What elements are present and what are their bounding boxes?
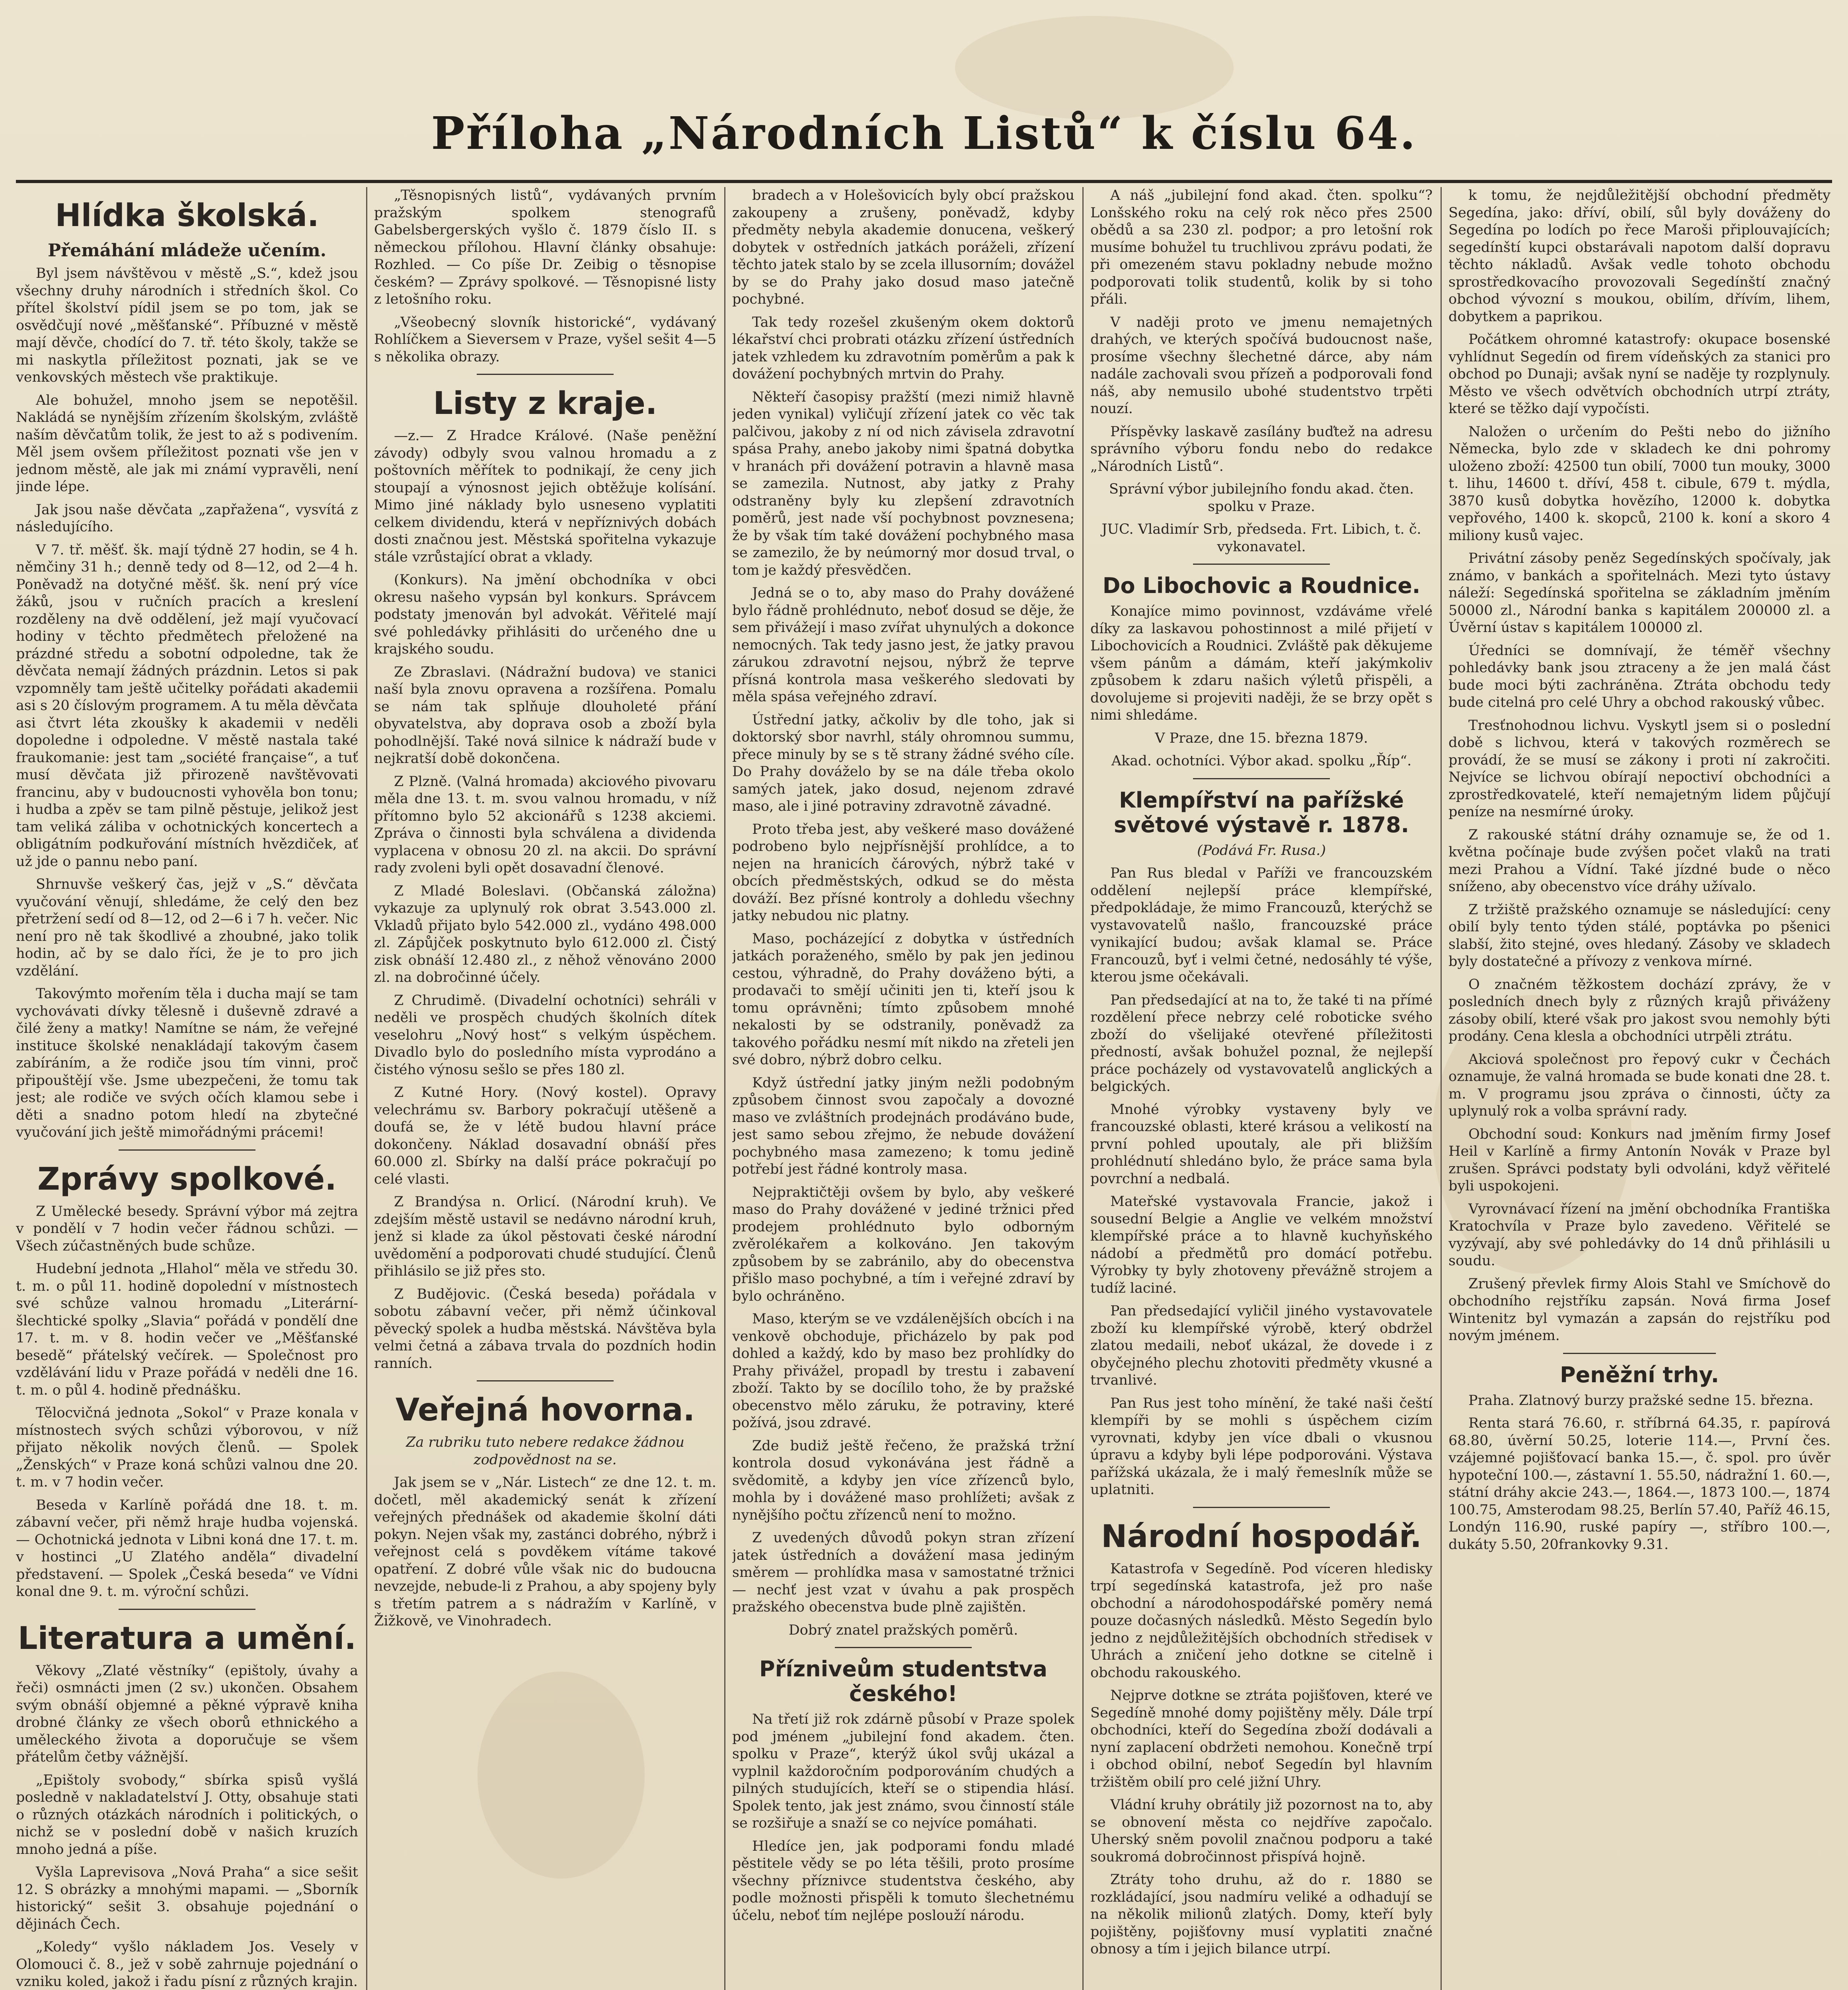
article-paragraph: Zrušený převlek firmy Alois Stahl ve Smíchově do obchodního rejstříku zapsán. Nová firma Josef Wintenitz byl vymazán a zapsán do rejstříku pod novým jménem. (1448, 1276, 1830, 1344)
article-paragraph: Z Brandýsa n. Orlicí. (Národní kruh). Ve zdejším městě ustavil se nedávno národní kruh, jenž si klade za úkol pěstovati české národní uvědomění a podporovati chudé studující. Členů přihlásilo se již přes sto. (374, 1194, 716, 1279)
article-paragraph: Někteří časopisy pražští (mezi nimiž hlavně jeden vynikal) vyličují zřízení jatek co věc tak palčivou, jakoby z ní od nich závisela zdravotní spása Prahy, anebo jakoby nimi špatná dobytka v hranách při dovážení potravin a hlavně masa se zamezila. Nutnost, aby jatky z Prahy odstraněny byly ku zlepšení zdravotních poměrů, jest nade vší pochybnost povznesena; že by však tím také dovážení pochybného masa se zamezilo, že by neúmorný mor dosud trval, o tom je každý přesvědčen. (732, 389, 1074, 578)
column-divider (1082, 187, 1084, 1990)
article-signature: JUC. Vladimír Srb, předseda. Frt. Libich, t. č. vykonavatel. (1101, 521, 1421, 555)
column-divider (366, 187, 367, 1990)
separator (477, 1380, 614, 1381)
article-paragraph: Hudební jednota „Hlahol“ měla ve středu 30. t. m. o půl 11. hodině dopolední v místnostech své schůze valnou hromadu „Literární-šlechtické spolky „Slavia“ pořádá v pondělí dne 17. t. m. v 8. hodin večer ve „Měšťanské besedě“ přátelský večírek. — Společnost pro vzdělávání lidu v Praze pořádá v neděli dne 16. t. m. o půl 4. hodině přednášku. (16, 1261, 358, 1398)
article-paragraph: Ústřední jatky, ačkoliv by dle toho, jak si doktorský sbor navrhl, stály ohromnou summu, přece minuly by se s tě strany žádné svého cíle. Do Prahy dováželo by se na dále třeba okolo samých jatek, jako dosud, nejenom zdravé maso, ale i jiné potraviny zdravotně závadné. (732, 712, 1074, 814)
article-paragraph: Mateřské vystavovala Francie, jakož i sousední Belgie a Anglie ve velkém množství klempířské práce a to hlavně kuchyňského nádobí a předmětů pro domácí potřebu. Výrobky ty byly zhotoveny převážně strojem a tudíž laciné. (1090, 1194, 1433, 1296)
article-paragraph: Hledíce jen, jak podporami fondu mladé pěstitele vědy se po léta těšili, proto prosíme všechny příznivce studentstva českého, aby podle možnosti přispěli k tomuto šlechetnému účelu, neboť tím nejlépe poslouží národu. (732, 1838, 1074, 1924)
article-paragraph: k tomu, že nejdůležitější obchodní předměty Segedína, jako: dříví, obilí, sůl byly dováženy do Segedína po lodích po řece Maroši připlouvajících; segedínští kupci obstarávali napotom další dopravu těchto nákladů. Avšak vedle tohoto obchodu sprostředkovacího provozovali Segedínští značný obchod vývozní s moukou, obilím, dřívím, lihem, dobytkem a paprikou. (1448, 187, 1830, 325)
article-paragraph: Úředníci se domnívají, že téměř všechny pohledávky bank jsou ztraceny a že jen malá část bude moci býti zachráněna. Ztráta obchodu tedy bude citelná pro celé Uhry a obchod rakouský vůbec. (1448, 642, 1830, 710)
article-paragraph: Privátní zásoby peněz Segedínských spočívaly, jak známo, v bankách a spořitelnách. Mezi tyto ústavy náleží: Segedínská spořitelna se základním jměním 50000 zl., Národní banka s kapitálem 200000 zl. a Úvěrní ústav s kapitálem 100000 zl. (1448, 550, 1830, 636)
article-signature: Dobrý znatel pražských poměrů. (788, 1622, 1018, 1638)
separator (1193, 778, 1330, 779)
article-paragraph: Ze Zbraslavi. (Nádražní budova) ve stanici naší byla znovu opravena a rozšířena. Pomalu se nám tak splňuje dlouholeté přání obyvatelstva, aby doprava osob a zboží byla pohodlnější. Také nová silnice k nádraží bude v nejkratší době dokončena. (374, 664, 716, 767)
article-paragraph: Praha. Zlatnový burzy pražské sedne 15. března. (1468, 1392, 1814, 1409)
section-public-forum-title: Veřejná hovorna. (395, 1392, 695, 1428)
article-paragraph: Jedná se o to, aby maso do Prahy dovážené bylo řádně prohlédnuto, neboť dosud se děje, že sem přivážejí i maso zvířat uhynulých a dokonce nemocných. Tak tedy jasno jest, že jatky pravou zárukou zdravotní nejsou, nýbrž že teprve přísná kontrola masa veškerého sledovati by měla spása veřejného zdraví. (732, 585, 1074, 705)
article-paragraph: Tak tedy rozešel zkušeným okem doktorů lékařství chci probrati otázku zřízení ústředních jatek vzhledem ku zdravotním poměrům a pak k dovážení pochybných mrtvin do Prahy. (732, 314, 1074, 382)
article-paragraph: Jak jsou naše děvčata „zapřažena“, vysvítá z následujícího. (16, 501, 358, 535)
article-paragraph: Z Umělecké besedy. Správní výbor má zejtra v pondělí v 7 hodin večer řádnou schůzi. — Všech zúčastněných bude schůze. (16, 1203, 358, 1254)
article-paragraph: „Všeobecný slovník historické“, vydávaný Rohlíčkem a Sieversem v Praze, vyšel sešit 4—5 s několika obrazy. (374, 314, 716, 365)
article-paragraph: Pan Rus bledal v Paříži ve francouzském oddělení nejlepší práce klempířské, předpokládaje, že mimo Francouzů, kterýchž se vystavovatelů našlo, francouzské práce vynikající budou; avšak klamal se. Práce Francouzů, byť i velmi četné, nedosáhly té výše, kterou jsme očekávali. (1090, 865, 1433, 985)
article-paragraph: Beseda v Karlíně pořádá dne 18. t. m. zábavní večer, při němž hraje hudba vojenská. — Ochotnická jednota v Libni koná dne 17. t. m. v hostinci „U Zlatého anděla“ divadelní představení. — Spolek „Česká beseda“ ve Vídni konal dne 9. t. m. výroční schůzi. (16, 1497, 358, 1600)
article-paragraph: Z Plzně. (Valná hromada) akciového pivovaru měla dne 13. t. m. svou valnou hromadu, v níž přítomno bylo 52 akcionářů s 1238 akciemi. Zpráva o činnosti byla schválena a dividenda vyplacena v obnosu 20 zl. na akcii. Do správní rady zvoleni byli opět dosavadní členové. (374, 773, 716, 876)
article-paragraph: Proto třeba jest, aby veškeré maso dovážené podrobeno bylo nejpřísnější prohlídce, a to nejen na hranicích čárových, nýbrž také v obcích předměstských, odkud se do města dováží. Bez přísné kontroly a dohledu všechny jatky nebudou nic platny. (732, 821, 1074, 924)
article-paragraph: Takovýmto mořením těla i ducha mají se tam vychovávati dívky tělesně i duševně zdravé a čilé ženy a matky! Namítne se nám, že veřejné instituce školské nenakládají takovým časem zabíráním, a že rodiče jsou tím vinni, proč připouštějí vše. Jsme ubezpečeni, že tomu tak jest; ale rodiče ve svých očích klamou sebe i děti a snadno potom hledí na zbytečné vyučování jich ještě mimořádnými prácemi! (16, 986, 358, 1140)
article-paragraph: Shrnuvše veškerý čas, jejž v „S.“ děvčata vyučování věnují, shledáme, že celý den bez přetržení sedí od 8—12, od 2—6 i 7 h. večer. Nic není pro ně tak škodlivé a zhoubné, jako tolik hodin, ač by se dalo říci, že je to pro jich vzdělání. (16, 876, 358, 979)
section-money-market-title: Peněžní trhy. (1559, 1362, 1719, 1387)
article-paragraph: Vládní kruhy obrátily již pozornost na to, aby se obnovení města co nejdříve započalo. Uherský sněm povolil značnou podporu a také soukromá dobročinnost přispívá hojně. (1090, 1797, 1433, 1865)
article-paragraph: „Epištoly svobody,“ sbírka spisů vyšlá posledně v nakladatelství J. Otty, obsahuje stati o různých otázkách národních i politických, o nichž se v poslední době v našich kruzích mnoho jedná a píše. (16, 1772, 358, 1857)
article-paragraph: Z uvedených důvodů pokyn stran zřízení jatek ústředních a dovážení masa jediným směrem — prohlídka masa v samostatné tržnici — nechť jest vzat v úvahu a pak prospěch pražského obecenstva bude plně zajištěn. (732, 1530, 1074, 1615)
supplement-header (0, 107, 1848, 175)
column-2 (374, 187, 716, 1990)
article-paragraph: Vyšla Laprevisova „Nová Praha“ a sice sešit 12. S obrázky a mnohými mapami. — „Sborník historický“ sešit 3. obsahuje pojednání o dějinách Čech. (16, 1864, 358, 1932)
section-provinces-title: Listy z kraje. (433, 386, 657, 421)
article-paragraph: Katastrofa v Segedíně. Pod víceren hledisky trpí segedínská katastrofa, jež pro naše obchodní a národohospodářské poměry nemá pouze dočasných následků. Město Segedín bylo jedno z nejdůležitějších obchodních středisek v Uhrách a zničení jeho dotkne se citelně i obchodu rakouského. (1090, 1561, 1433, 1681)
article-signature: Akad. ochotníci. Výbor akad. spolku „Říp“. (1111, 753, 1412, 769)
article-paragraph: Mnohé výrobky vystaveny byly ve francouzské oblasti, které krásou a velikostí na první pohled upoutaly, ale při bližším prohlédnutí shledáno bylo, že práce sama byla povrchní a nedbalá. (1090, 1101, 1433, 1187)
article-paragraph: Obchodní soud: Konkurs nad jměním firmy Josef Heil v Karlíně a firmy Antonín Novák v Praze byl zrušen. Správci podstaty byli odvoláni, když věřitelé byli uspokojeni. (1448, 1126, 1830, 1194)
separator (119, 1149, 255, 1151)
article-paragraph: Nejprve dotkne se ztráta pojišťoven, které ve Segedíně mnohé domy pojištěny měly. Dále trpí obchodníci, kteří do Segedína zboží dodávali a nyní zaplacení obdržeti nemohou. Konečně trpí i obchod obilní, neboť Segedín byl hlavním tržištěm obilí pro celé jižní Uhry. (1090, 1688, 1433, 1790)
section-literature-title: Literatura a umění. (18, 1620, 357, 1656)
article-paragraph: Příspěvky laskavě zasílány buďtež na adresu správního výboru fondu nebo do redakce „Národních Listů“. (1090, 423, 1433, 474)
separator (119, 1609, 255, 1610)
section-school-title: Hlídka školská. (55, 198, 319, 234)
section-economy-title: Národní hospodář. (1101, 1518, 1422, 1555)
section-paris-expo-title: Klempířství na pařížské světové výstavě r. 1878. (1114, 787, 1409, 837)
article-paragraph: Jak jsem se v „Nár. Listech“ ze dne 12. t. m. dočetl, měl akademický senát k zřízení veřejných přednášek od akademie školní dáti pokyn. Nejen však my, zastánci dobrého, nýbrž i veřejnost celá s povděkem vítáme takové opatření. Z dobré vůle však nic do budoucna nevzejde, nebude-li z Prahou, a aby spojeny byly s třetím patrem a s nádražím v Karlíně, v Žižkově, ve Vinohradech. (374, 1475, 716, 1629)
section-paris-expo-byline: (Podává Fr. Rusa.) (1197, 842, 1326, 858)
section-student-friends-title: Přízniveům studentstva českého! (759, 1656, 1047, 1706)
column-divider (724, 187, 725, 1990)
article-paragraph: Pan předsedající vyličil jiného vystavovatele zboží ku klempířské výrobě, který obdržel zlatou medaili, neboť ukázal, že dovede i z obyčejného plechu zhotoviti předměty vkusné a trvanlivé. (1090, 1303, 1433, 1388)
header-rule (16, 180, 1832, 183)
section-associations-title: Zprávy spolkové. (37, 1161, 337, 1197)
article-paragraph: Počátkem ohromné katastrofy: okupace bosenské vyhlídnut Segedín od firem vídeňských za stanici pro obchod po Dunaji; avšak nyní se naděje ty rozplynuly. Město ve všech odvětvích obchodních utrpí ztráty, které se těžko dají vypočísti. (1448, 332, 1830, 417)
article-paragraph: „Těsnopisných listů“, vydávaných prvním pražským spolkem stenografů Gabelsbergerských vyšlo č. 1879 číslo II. s německou přílohou. Hlavní články obsahuje: Rozhled. — Co píše Dr. Zeibig o těsnopise českém? — Zprávy spolkové. — Těsnopisné listy z letošního roku. (374, 187, 716, 307)
section-libochovice-title: Do Libochovic a Roudnice. (1102, 573, 1421, 598)
article-paragraph: A náš „jubilejní fond akad. čten. spolku“? Lonšského roku na celý rok něco přes 2500 obědů a sa 230 zl. podpor; a pro letošní rok musíme bohužel tu truchlivou zprávu podati, že při omezeném stavu pokladny nebude možno podporovati tolik studentů, kolik by si toho přáli. (1090, 187, 1433, 307)
article-signature: Správní výbor jubilejního fondu akad. čten. spolku v Praze. (1109, 481, 1414, 515)
article-paragraph: Nejpraktičtěji ovšem by bylo, aby veškeré maso do Prahy dovážené v jediné tržnici před prodejem prohlédnuto bylo odborným zvěrolékařem a kolkováno. Jen takovým způsobem by se zabránilo, aby do obecenstva přišlo maso pochybné, a tím i veřejné zdraví by bylo ochráněno. (732, 1184, 1074, 1304)
article-paragraph: Z rakouské státní dráhy oznamuje se, že od 1. května počínaje bude zvýšen počet vlaků na trati mezi Prahou a Vídní. Také jízdné bude o něco sníženo, aby obecenstvo více dráhy užívalo. (1448, 827, 1830, 895)
separator (477, 374, 614, 375)
article-paragraph: Naložen o určením do Pešti nebo do jižního Německa, bylo zde v skladech ke dni pohromy uloženo zboží: 42500 tun obilí, 7000 tun mouky, 3000 t. lihu, 14600 t. dříví, 458 t. cibule, 679 t. mýdla, 3870 kusů dobytka hovězího, 12000 k. dobytka vepřového, 1400 k. skopců, 2100 k. koní a skoro 4 miliony kusů vajec. (1448, 423, 1830, 544)
article-date: V Praze, dne 15. března 1879. (1155, 730, 1368, 746)
article-paragraph: bradech a v Holešovicích byly obcí pražskou zakoupeny a zrušeny, poněvadž, kdyby předměty nebyla akademie donucena, veškerý dobytek v ostředních jatkách poráželi, zřízení těchto jatek stalo by se zcela illusorním; dovážel by se do Prahy jako dosud maso jatečně pochybné. (732, 187, 1074, 307)
article-paragraph: Z Kutné Hory. (Nový kostel). Opravy velechrámu sv. Barbory pokračují utěšeně a doufá se, že v létě budou hlavní práce dokončeny. Náklad dosavadní obnáší přes 60.000 zl. Sbírky na další práce pokračují po celé vlasti. (374, 1085, 716, 1187)
article-paragraph: V 7. tř. měšť. šk. mají týdně 27 hodin, se 4 h. němčiny 31 h.; denně tedy od 8—12, od 2—4 h. Poněvadž na dotyčné měšť. šk. není prý více žáků, jsou v ručních pracích a kreslení rozděleny na dvě oddělení, jež mají vyučovací hodiny v těchto předmětech přeložené na prázdné středu a sobotní odpoledne, tak že děvčata nemají žádných prázdnin. Letos si pak vzpomněly tam ještě učitelky pořádati akademii asi s 20 číslovým programem. A tu měla děvčata asi čtvrt léta zkoušky k akademii v neděli dopoledne i odpoledne. V městě nastala také fraukomanie: jest tam „société française“, a tuť musí děvčata již přirozeně navštěvovati francinu, aby v budoucnosti vyhověla bon tonu; i hudba a zpěv se tam pilně pěstuje, jelikož jest tam veliká záliba v ochotnických koncertech a obligátním podkuřování místních hvězdiček, ať už jde o pannu nebo paní. (16, 542, 358, 870)
article-paragraph: „Koledy“ vyšlo nákladem Jos. Vesely v Olomouci č. 8., jež v sobě zahrnuje pojednání o vzniku koled, jakož i řadu písní z různých krajin. (16, 1939, 358, 1990)
article-paragraph: Tělocvičná jednota „Sokol“ v Praze konala v místnostech svých schůzi výborovou, v níž přijato několik nových členů. — Spolek „Ženských“ v Praze koná schůzi valnou dne 20. t. m. v 7 hodin večer. (16, 1405, 358, 1490)
article-paragraph: Ale bohužel, mnoho jsem se nepotěšil. Nakládá se nynějším zřízením školským, zvláště naším děvčatům tolik, že jest to až s podivením. Měl jsem ovšem příležitost poznati vše jen v jednom městě, ale jak mi známí vypravěli, není jinde lépe. (16, 392, 358, 495)
article-paragraph: Zde budiž ještě řečeno, že pražská tržní kontrola dosud vykonávána jest řádně a svědomitě, a kdyby jen více zřízenců bylo, mohla by i dovážené maso prohlížeti; avšak z nynějšího počtu zřízenců není to možno. (732, 1438, 1074, 1523)
article-paragraph: Maso, pocházející z dobytka v ústředních jatkách poraženého, smělo by pak jen jedinou cestou, výhradně, do Prahy dováženo býti, a prodavači to smějí učiniti jen ti, kteří jsou k tomu oprávněni; tímto způsobem mnohé nekalosti by se odstranily, poněvadž za takového pořádku nesmí mít nikdo na zřeteli jen své dobro, nýbrž dobro celku. (732, 931, 1074, 1068)
separator (1193, 564, 1330, 565)
article-paragraph: (Konkurs). Na jmění obchodníka v obci okresu našeho vypsán byl konkurs. Správcem podstaty jmenován byl advokát. Věřitelé mají své pohledávky přihlásiti do určeného dne u krajského soudu. (374, 572, 716, 657)
article-paragraph: Z Mladé Boleslavi. (Občanská záložna) vykazuje za uplynulý rok obrat 3.543.000 zl. Vkladů přijato bylo 542.000 zl., vydáno 498.000 zl. Zápůjček poskytnuto bylo 612.000 zl. Čistý zisk obnáší 12.480 zl., z něhož věnováno 2000 zl. na dobročinné účely. (374, 883, 716, 985)
column-3 (732, 187, 1074, 1990)
separator (835, 1647, 972, 1648)
article-paragraph: Když ústřední jatky jiným nežli podobným způsobem činnost svou započaly a dovozné maso ve zvláštních prodejnách prodáváno bude, jest samo sebou zřejmo, že nebude dovážení pochybného masa zamezeno; k tomu jedině potřebí jest řádné kontroly masa. (732, 1075, 1074, 1177)
article-paragraph: Konajíce mimo povinnost, vzdáváme vřelé díky za laskavou pohostinnost a milé přijetí v Libochovicích a Roudnici. Zvláště pak děkujeme všem pánům a dámám, kteří jakýmkoliv způsobem k zdaru našich výletů přispěli, a dovolujeme si projeviti naději, že se brzy opět s nimi shledáme. (1090, 603, 1433, 723)
column-1 (16, 187, 358, 1990)
article-paragraph: Z tržiště pražského oznamuje se následující: ceny obilí byly tento týden stálé, poptávka po pšenici slabší, žito stejné, oves hledaný. Zásoby ve skladech byly dostatečné a přívozy z venkova mírné. (1448, 901, 1830, 970)
article-paragraph: Věkovy „Zlaté věstníky“ (epištoly, úvahy a řeči) osmnácti jmen (2 sv.) ukončen. Obsahem svým obnáší objemné a pěkné výpravě kniha drobné články ze všech oborů ethnického a uměleckého života a doporučuje se všem přátelům četby vážnější. (16, 1662, 358, 1765)
article-paragraph: Na třetí již rok zdárně působí v Praze spolek pod jménem „jubilejní fond akadem. čten. spolku v Praze“, kterýž úkol svůj ukázal a vyplnil každoročním podporováním chudých a pilných studujících, kteří se o stipendia hlásí. Spolek tento, jak jest známo, svou činností stále se rozšiřuje a snaží se co nejvíce pomáhati. (732, 1711, 1074, 1831)
column-divider (1441, 187, 1442, 1990)
column-5 (1448, 187, 1830, 1990)
column-4 (1090, 187, 1433, 1990)
separator (1193, 1507, 1330, 1508)
article-paragraph: Renta stará 76.60, r. stříbrná 64.35, r. papírová 68.80, úvěrní 50.25, loterie 114.—, První čes. vzájemné pojišťovací banka 15.—, č. spol. pro úvěr hypoteční 100.—, zástavní 1. 55.50, nádražní 1. 60.—, státní dráhy akcie 243.—, 1864.—, 1873 100.—, 1874 100.75, Amsterodam 98.25, Berlín 57.40, Paříž 46.15, Londýn 116.90, ruské papíry —, stříbro 100.—, dukáty 5.50, 20frankovky 9.31. (1448, 1415, 1830, 1553)
article-paragraph: —z.— Z Hradce Králové. (Naše peněžní závody) odbyly svou valnou hromadu a z poštovních měřítek to podnikají, že ceny jich stoupají a výnosnost jejich obtěžuje kolísání. Mimo jiné náklady bylo usneseno vyplatiti celkem dividendu, která v nepříznivých dobách dosti značnou jest. Městská spořitelna vykazuje stále vzrůstající obrat a vklady. (374, 428, 716, 565)
article-paragraph: Byl jsem návštěvou v městě „S.“, kdež jsou všechny druhy národních i středních škol. Co přítel školství pídil jsem se po tom, jak se osvědčují nové „měšťanské“. Příbuzné v městě mají děvče, chodící do 7. tř. této školy, takže se mi naskytla příležitost poznati, jak se ve venkovských městech vše praktikuje. (16, 265, 358, 385)
section-public-forum-note: Za rubriku tuto nebere redakce žádnou zodpovědnost na se. (406, 1434, 684, 1468)
article-paragraph: Maso, kterým se ve vzdálenějších obcích i na venkově obchoduje, přicházelo by pak pod dohled a každý, kdo by maso bez prohlídky do Prahy přivážel, propadl by trestu i zabavení zboží. Takto by se docílilo toho, že by pražské obecenstvo mělo záruku, že potraviny, které požívá, jsou zdravé. (732, 1311, 1074, 1431)
article-paragraph: Pan Rus jest toho mínění, že také naši čeští klempíři by se mohli s úspěchem cizím vyrovnati, kdyby jen více dbali o vkusnou úpravu a kdyby byli lépe podporováni. Výstava pařížská ukázala, že i malý řemeslník může se uplatniti. (1090, 1395, 1433, 1498)
article-paragraph: Z Chrudimě. (Divadelní ochotníci) sehráli v neděli ve prospěch chudých školních dítek veselohru „Nový host“ s velkým úspěchem. Divadlo bylo do posledního místa vyprodáno a čistého výnosu sešlo se přes 180 zl. (374, 992, 716, 1078)
article-paragraph: Pan předsedající at na to, že také ti na přímé rozdělení přece nebrzy celé roboticke svého zboží do všelijaké otevřené příležitosti předností, avšak bohužel poznal, že nejlepší práce pocházely od vystavovatelů anglických a belgických. (1090, 992, 1433, 1094)
article-paragraph: Z Budějovic. (Česká beseda) pořádala v sobotu zábavní večer, při němž účinkoval pěvecký spolek a hudba městská. Návštěva byla velmi četná a zábava trvala do pozdních hodin ranních. (374, 1286, 716, 1372)
article-paragraph: V naději proto ve jmenu nemajetných drahých, ve kterých spočívá budoucnost naše, prosíme všechny šlechetné dárce, aby nám nadále zachovali svou přízeň a podporovali fond náš, aby nemusilo ubohé studentstvo trpěti nouzí. (1090, 314, 1433, 417)
separator (1563, 1353, 1716, 1354)
article-paragraph: Ztráty toho druhu, až do r. 1880 se rozkládající, jsou nadmíru veliké a odhadují se na několik milionů zlatých. Domy, kteří byly pojištěny, pojišťovny musí vyplatiti značné obnosy a tím i jejich bilance utrpí. (1090, 1872, 1433, 1957)
article-paragraph: Akciová společnost pro řepový cukr v Čechách oznamuje, že valná hromada se bude konati dne 28. t. m. V programu jsou zpráva o činnosti, účty za uplynulý rok a volba správní rady. (1448, 1051, 1830, 1119)
section-school-subtitle: Přemáhání mládeže učením. (47, 240, 327, 261)
supplement-title: Příloha „Národních Listů“ k číslu 64. (431, 107, 1417, 160)
article-paragraph: Vyrovnávací řízení na jmění obchodníka Františka Kratochvíla v Praze bylo zavedeno. Věřitelé se vyzývají, aby své pohledávky do 14 dnů přihlásili u soudu. (1448, 1201, 1830, 1269)
article-paragraph: O značném těžkostem dochází zprávy, že v posledních dnech byly z různých krajů přiváženy zásoby obilí, které však pro jakost svou nemohly býti prodány. Cena klesla a obchodníci utrpěli ztrátu. (1448, 976, 1830, 1044)
article-paragraph: Tresťnohodnou lichvu. Vyskytl jsem si o poslední době s lichvou, která v takových rozměrech se provádí, že se musí se zákony i proti ní zakročiti. Nejvíce se lichvou obírají nepoctiví obchodníci a zprostředkovatelé, kteří nemajetným lidem půjčují peníze na nesmírné úroky. (1448, 717, 1830, 820)
